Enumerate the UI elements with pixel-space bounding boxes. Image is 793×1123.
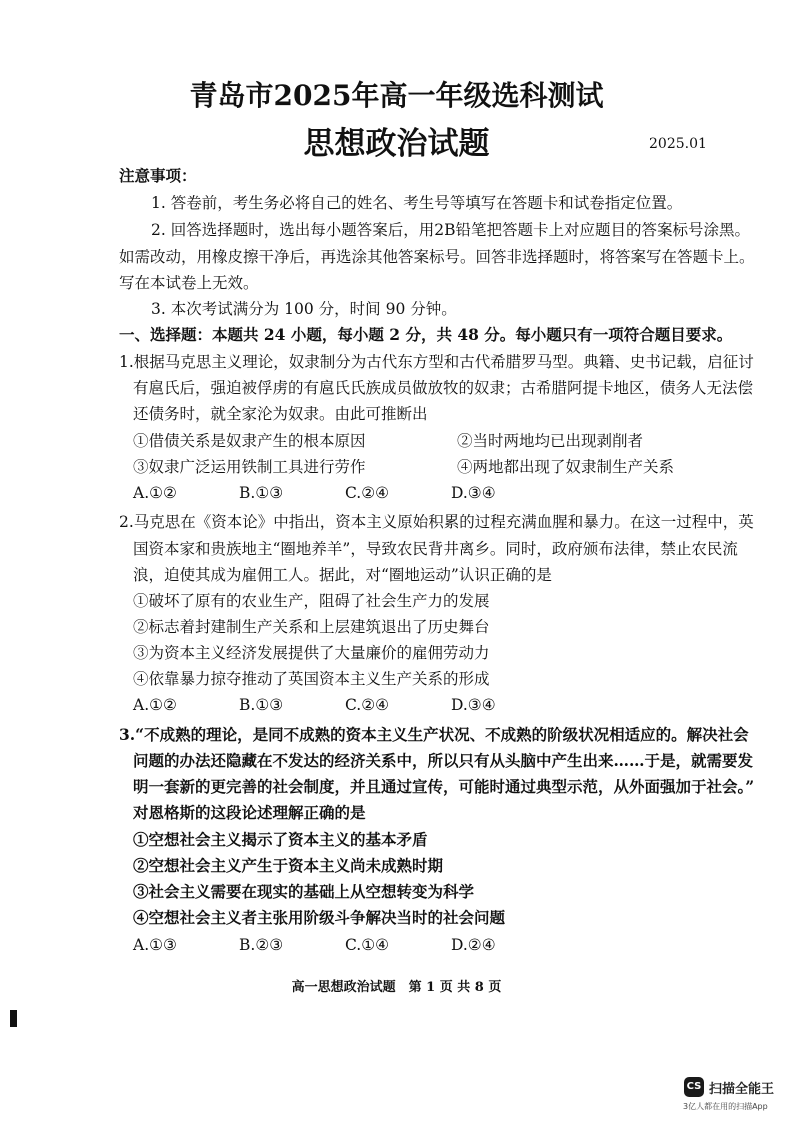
q1-statement-1: ①借债关系是奴隶产生的根本原因 bbox=[133, 432, 366, 450]
q3-statement-1: ①空想社会主义揭示了资本主义的基本矛盾 bbox=[133, 830, 428, 849]
scan-edge-mark bbox=[10, 1010, 17, 1027]
q1-choice-d: D.③④ bbox=[451, 484, 496, 502]
q2-stem-line-1: 2.马克思在《资本论》中指出，资本主义原始积累的过程充满血腥和暴力。在这一过程中，英 bbox=[119, 513, 754, 531]
camscanner-tagline: 3亿人都在用的扫描App bbox=[683, 1102, 768, 1111]
q1-stem-line-2: 有扈氏后，强迫被俘虏的有扈氏氏族成员做放牧的奴隶；古希腊阿提卡地区，债务人无法偿 bbox=[133, 379, 754, 397]
q1-choice-b: B.①③ bbox=[239, 484, 284, 502]
q3-stem-line-4: 对恩格斯的这段论述理解正确的是 bbox=[133, 803, 366, 822]
q2-stem-line-2: 国资本家和贵族地主“圈地养羊”，导致农民背井离乡。同时，政府颁布法律，禁止农民流 bbox=[133, 540, 738, 558]
q2-choice-b: B.①③ bbox=[239, 696, 284, 714]
exam-title: 青岛市2025年高一年级选科测试 bbox=[189, 79, 604, 112]
exam-date: 2025.01 bbox=[649, 136, 707, 152]
q1-statement-4: ④两地都出现了奴隶制生产关系 bbox=[457, 458, 675, 476]
q3-choice-a: A.①③ bbox=[133, 936, 177, 954]
q3-stem-line-3: 明一套新的更完善的社会制度，并且通过宣传，可能时通过典型示范，从外面强加于社会。” bbox=[133, 777, 755, 796]
exam-subtitle: 思想政治试题 bbox=[303, 126, 490, 162]
q2-statement-4: ④依靠暴力掠夺推动了英国资本主义生产关系的形成 bbox=[133, 670, 490, 688]
notice-item-3: 3. 本次考试满分为 100 分，时间 90 分钟。 bbox=[151, 300, 457, 318]
q1-stem-line-3: 还债务时，就全家沦为奴隶。由此可推断出 bbox=[133, 405, 428, 423]
q3-choice-c: C.①④ bbox=[345, 936, 390, 954]
q1-stem-line-1: 1.根据马克思主义理论，奴隶制分为古代东方型和古代希腊罗马型。典籍、史书记载，启征讨 bbox=[119, 353, 754, 371]
q1-choice-c: C.②④ bbox=[345, 484, 390, 502]
notice-heading: 注意事项： bbox=[119, 166, 197, 185]
q2-choice-d: D.③④ bbox=[451, 696, 496, 714]
q2-statement-2: ②标志着封建制生产关系和上层建筑退出了历史舞台 bbox=[133, 618, 490, 636]
camscanner-name: 扫描全能王 bbox=[709, 1082, 775, 1097]
q3-stem-line-2: 问题的办法还隐藏在不发达的经济关系中，所以只有从头脑中产生出来……于是，就需要发 bbox=[133, 751, 754, 770]
q2-statement-1: ①破坏了原有的农业生产，阻碍了社会生产力的发展 bbox=[133, 592, 490, 610]
q1-statement-3: ③奴隶广泛运用铁制工具进行劳作 bbox=[133, 458, 366, 476]
q1-choice-a: A.①② bbox=[133, 484, 177, 502]
q3-choice-b: B.②③ bbox=[239, 936, 284, 954]
q3-stem-line-1: 3.“不成熟的理论，是同不成熟的资本主义生产状况、不成熟的阶级状况相适应的。解决社会 bbox=[119, 725, 749, 744]
section-heading: 一、选择题：本题共 24 小题，每小题 2 分，共 48 分。每小题只有一项符合题目要求。 bbox=[119, 325, 733, 344]
notice-item-1: 1. 答卷前，考生务必将自己的姓名、考生号等填写在答题卡和试卷指定位置。 bbox=[151, 194, 683, 212]
notice-item-2-line-1: 2. 回答选择题时，选出每小题答案后，用2B铅笔把答题卡上对应题目的答案标号涂黑。 bbox=[151, 221, 750, 239]
page-footer: 高一思想政治试题 第 1 页 共 8 页 bbox=[291, 980, 502, 995]
q2-choice-a: A.①② bbox=[133, 696, 177, 714]
q2-choice-c: C.②④ bbox=[345, 696, 390, 714]
camscanner-logo-icon: CS bbox=[684, 1077, 704, 1097]
q2-statement-3: ③为资本主义经济发展提供了大量廉价的雇佣劳动力 bbox=[133, 644, 490, 662]
q3-statement-4: ④空想社会主义者主张用阶级斗争解决当时的社会问题 bbox=[133, 908, 506, 927]
q2-stem-line-3: 浪，迫使其成为雇佣工人。据此，对“圈地运动”认识正确的是 bbox=[133, 566, 552, 584]
q3-choice-d: D.②④ bbox=[451, 936, 496, 954]
notice-item-2-line-2: 如需改动，用橡皮擦干净后，再选涂其他答案标号。回答非选择题时，将答案写在答题卡上。 bbox=[119, 248, 755, 266]
notice-item-2-line-3: 写在本试卷上无效。 bbox=[119, 274, 259, 292]
q1-statement-2: ②当时两地均已出现剥削者 bbox=[457, 432, 644, 450]
q3-statement-3: ③社会主义需要在现实的基础上从空想转变为科学 bbox=[133, 882, 475, 901]
q3-statement-2: ②空想社会主义产生于资本主义尚未成熟时期 bbox=[133, 856, 444, 875]
